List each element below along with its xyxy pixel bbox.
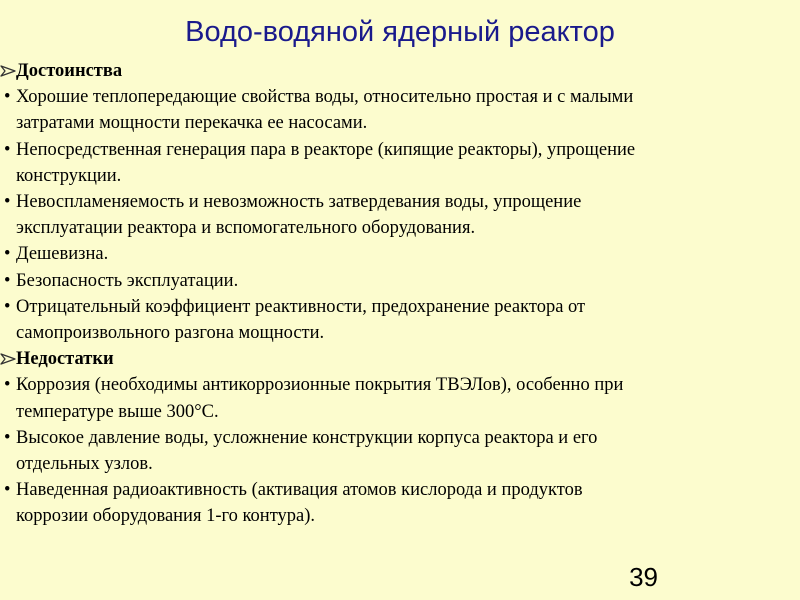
list-item-line: коррозии оборудования 1-го контура).: [16, 506, 316, 527]
list-item: [0, 372, 790, 424]
list-item-line: конструкции.: [16, 165, 122, 186]
list-item: [0, 137, 790, 189]
bullet-dot: •: [4, 244, 11, 265]
list-item-line: Наведенная радиоактивность (активация атомов кислорода и продуктов: [16, 480, 583, 501]
list-item: [0, 268, 790, 294]
list-item-line: температуре выше 300°С.: [16, 401, 219, 422]
page-number: 39: [629, 562, 658, 592]
arrow-bullet-icon: [0, 351, 16, 367]
section-heading-label: Достоинства: [16, 61, 123, 81]
list-item-line: Коррозия (необходимы антикоррозионные покрытия ТВЭЛов), особенно при: [16, 375, 624, 396]
list-item: [0, 189, 790, 241]
arrow-bullet-icon: [0, 63, 16, 79]
list-item-line: затратами мощности перекачка ее насосами.: [16, 113, 368, 134]
bullet-dot: •: [4, 296, 11, 317]
bullet-dot: •: [4, 375, 11, 396]
list-item: [0, 425, 790, 477]
list-item-line: Хорошие теплопередающие свойства воды, относительно простая и с малыми: [16, 87, 634, 108]
list-item: [0, 241, 790, 267]
bullet-dot: •: [4, 139, 11, 160]
section-heading-disadvantages: [0, 346, 790, 372]
list-item-line: Безопасность эксплуатации.: [16, 270, 239, 291]
list-item-line: самопроизвольного разгона мощности.: [16, 323, 325, 344]
section-heading-advantages: [0, 58, 790, 84]
list-item-line: Непосредственная генерация пара в реакторе (кипящие реакторы), упрощение: [16, 139, 636, 160]
list-item-line: Невоспламеняемость и невозможность затвердевания воды, упрощение: [16, 192, 582, 213]
bullet-dot: •: [4, 87, 11, 108]
bullet-dot: •: [4, 480, 11, 501]
bullet-dot: •: [4, 192, 11, 213]
section-heading-label: Недостатки: [16, 349, 114, 370]
bullet-dot: •: [4, 270, 11, 291]
list-item: [0, 84, 790, 136]
list-item: [0, 294, 790, 346]
list-item-line: Отрицательный коэффициент реактивности, предохранение реактора от: [16, 296, 586, 317]
list-item: [0, 477, 790, 529]
list-item-line: Высокое давление воды, усложнение конструкции корпуса реактора и его: [16, 427, 598, 448]
list-item-line: Дешевизна.: [16, 244, 109, 265]
slide-title: Водо-водяной ядерный реактор: [185, 16, 615, 48]
slide-content: [0, 58, 790, 530]
list-item-line: отдельных узлов.: [16, 454, 153, 475]
bullet-dot: •: [4, 427, 11, 448]
list-item-line: эксплуатации реактора и вспомогательного оборудования.: [16, 218, 476, 239]
